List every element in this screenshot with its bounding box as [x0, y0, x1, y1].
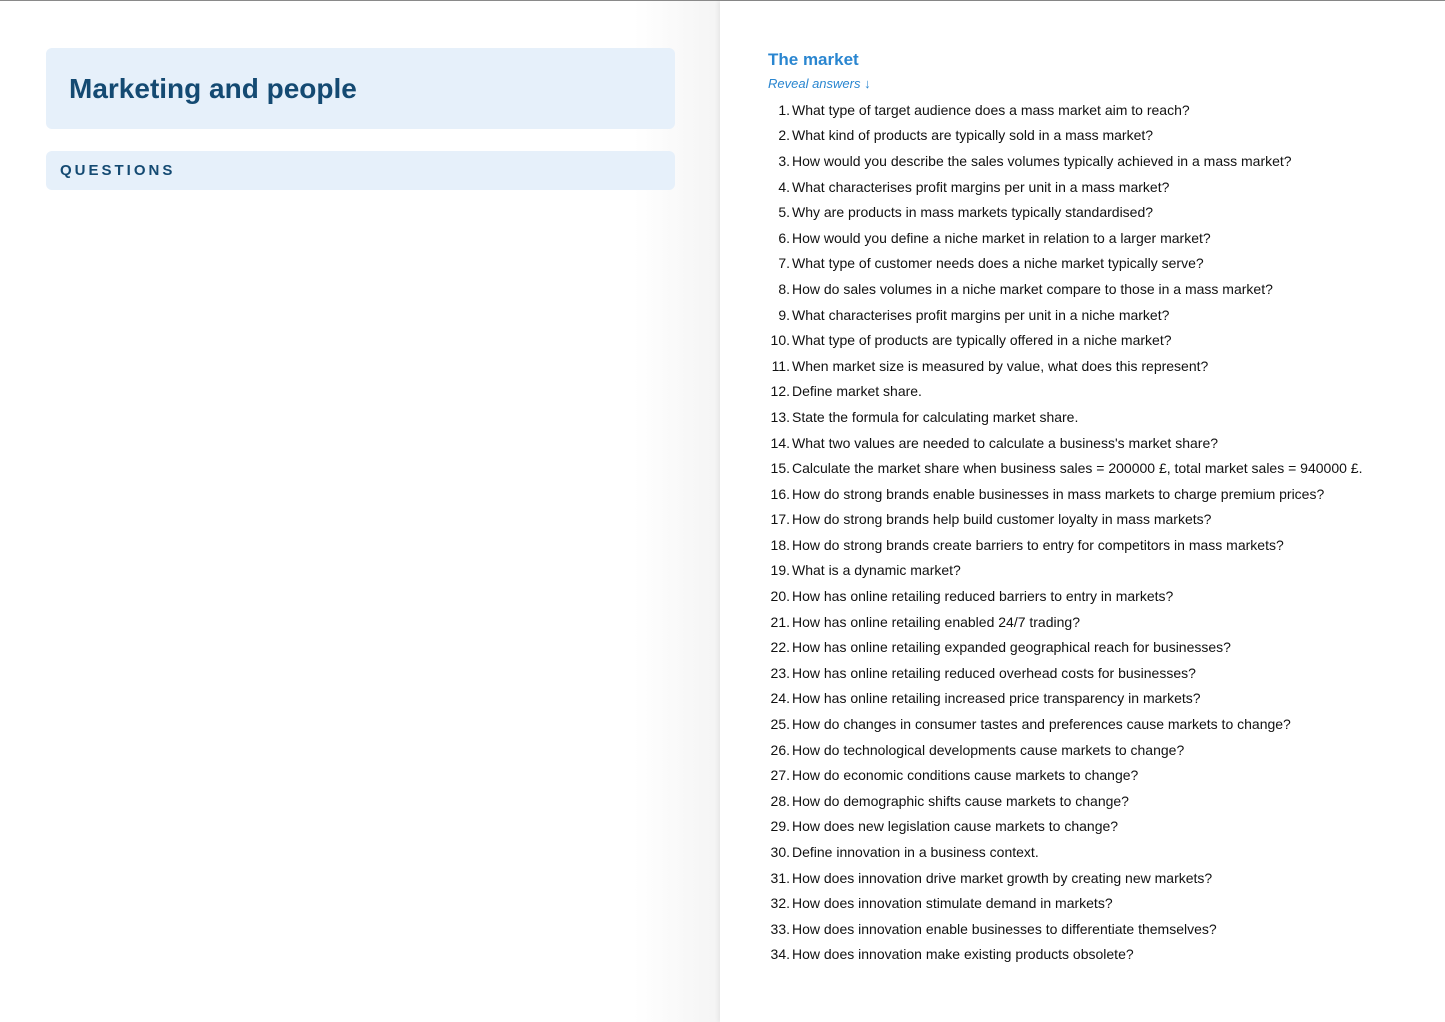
question-item	[768, 532, 1425, 558]
question-number: 29.	[770, 818, 790, 835]
left-pane	[0, 1, 720, 1022]
section-title: The market	[768, 50, 859, 69]
question-number: 30.	[770, 844, 790, 861]
question-number: 8.	[778, 280, 790, 297]
question-number: 14.	[770, 434, 790, 451]
question-number: 28.	[770, 792, 790, 809]
question-text: Define market share.	[792, 383, 922, 400]
question-item	[768, 942, 1425, 968]
question-text: How does innovation make existing products obsolete?	[792, 946, 1134, 963]
question-item	[768, 788, 1425, 814]
question-item	[768, 839, 1425, 865]
question-number: 15.	[770, 460, 790, 477]
question-text: How has online retailing enabled 24/7 trading?	[792, 613, 1080, 630]
question-number: 33.	[770, 920, 790, 937]
question-text: How would you describe the sales volumes typically achieved in a mass market?	[792, 152, 1292, 169]
question-number: 7.	[778, 255, 790, 272]
question-number: 1.	[778, 101, 790, 118]
questions-header	[46, 151, 675, 190]
question-text: How would you define a niche market in relation to a larger market?	[792, 229, 1211, 246]
question-text: How do economic conditions cause markets to change?	[792, 767, 1139, 784]
question-list	[768, 97, 1425, 967]
question-item	[768, 379, 1425, 405]
question-item	[768, 251, 1425, 277]
question-item	[768, 814, 1425, 840]
question-text: How do strong brands create barriers to entry for competitors in mass markets?	[792, 536, 1284, 553]
question-text: How do strong brands help build customer loyalty in mass markets?	[792, 511, 1212, 528]
question-number: 19.	[770, 562, 790, 579]
question-number: 25.	[770, 716, 790, 733]
question-item	[768, 148, 1425, 174]
question-number: 4.	[778, 178, 790, 195]
question-item	[768, 865, 1425, 891]
question-item	[768, 609, 1425, 635]
question-text: How do strong brands enable businesses in mass markets to charge premium prices?	[792, 485, 1325, 502]
question-number: 26.	[770, 741, 790, 758]
question-item	[768, 302, 1425, 328]
question-text: What type of target audience does a mass market aim to reach?	[792, 101, 1190, 118]
question-item	[768, 634, 1425, 660]
question-number: 5.	[778, 204, 790, 221]
question-item	[768, 276, 1425, 302]
question-number: 12.	[770, 383, 790, 400]
question-text: How has online retailing expanded geographical reach for businesses?	[792, 639, 1231, 656]
page-title: Marketing and people	[69, 72, 357, 104]
question-number: 6.	[778, 229, 790, 246]
question-item	[768, 455, 1425, 481]
question-item	[768, 686, 1425, 712]
question-text: Define innovation in a business context.	[792, 844, 1039, 861]
question-number: 10.	[770, 332, 790, 349]
question-number: 27.	[770, 767, 790, 784]
question-item	[768, 660, 1425, 686]
question-text: State the formula for calculating market share.	[792, 408, 1079, 425]
question-number: 3.	[778, 152, 790, 169]
question-item	[768, 199, 1425, 225]
question-item	[768, 507, 1425, 533]
question-item	[768, 404, 1425, 430]
question-number: 22.	[770, 639, 790, 656]
question-text: How has online retailing reduced overhead costs for businesses?	[792, 664, 1196, 681]
question-number: 16.	[770, 485, 790, 502]
question-text: What two values are needed to calculate a business's market share?	[792, 434, 1219, 451]
question-item	[768, 481, 1425, 507]
question-item	[768, 737, 1425, 763]
question-item	[768, 711, 1425, 737]
question-text: What type of products are typically offered in a niche market?	[792, 332, 1172, 349]
question-number: 9.	[778, 306, 790, 323]
question-text: What kind of products are typically sold in a mass market?	[792, 127, 1154, 144]
question-item	[768, 583, 1425, 609]
question-text: How does new legislation cause markets to change?	[792, 818, 1119, 835]
question-text: How do demographic shifts cause markets to change?	[792, 792, 1129, 809]
market-section	[768, 49, 1425, 967]
question-item	[768, 327, 1425, 353]
question-number: 17.	[770, 511, 790, 528]
question-number: 32.	[770, 895, 790, 912]
question-text: How does innovation drive market growth by creating new markets?	[792, 869, 1213, 886]
question-number: 23.	[770, 664, 790, 681]
question-text: How does innovation stimulate demand in markets?	[792, 895, 1113, 912]
question-text: What type of customer needs does a niche market typically serve?	[792, 255, 1204, 272]
question-number: 11.	[771, 357, 790, 374]
reveal-answers-link[interactable]: Reveal answers ↓	[768, 76, 871, 91]
question-number: 18.	[770, 536, 790, 553]
question-item	[768, 558, 1425, 584]
question-text: How do changes in consumer tastes and preferences cause markets to change?	[792, 716, 1291, 733]
question-item	[768, 225, 1425, 251]
question-text: What characterises profit margins per unit in a niche market?	[792, 306, 1170, 323]
question-item	[768, 123, 1425, 149]
question-text: What characterises profit margins per unit in a mass market?	[792, 178, 1170, 195]
question-text: How has online retailing increased price transparency in markets?	[792, 690, 1201, 707]
question-text: How do technological developments cause markets to change?	[792, 741, 1185, 758]
questions-label: QUESTIONS	[60, 162, 176, 179]
question-number: 13.	[770, 408, 790, 425]
title-card	[46, 48, 675, 129]
question-text: How does innovation enable businesses to differentiate themselves?	[792, 920, 1217, 937]
question-item	[768, 890, 1425, 916]
question-item	[768, 353, 1425, 379]
question-number: 31.	[770, 869, 790, 886]
question-number: 34.	[770, 946, 790, 963]
question-text: Calculate the market share when business sales = 200000 £, total market sales = 940000 £.	[792, 460, 1363, 477]
right-pane	[720, 1, 1445, 1022]
question-item	[768, 97, 1425, 123]
question-text: How has online retailing reduced barriers to entry in markets?	[792, 588, 1174, 605]
question-item	[768, 430, 1425, 456]
question-number: 2.	[778, 127, 790, 144]
question-text: How do sales volumes in a niche market compare to those in a mass market?	[792, 280, 1273, 297]
question-item	[768, 916, 1425, 942]
question-number: 20.	[770, 588, 790, 605]
question-number: 24.	[770, 690, 790, 707]
question-text: What is a dynamic market?	[792, 562, 961, 579]
question-text: Why are products in mass markets typically standardised?	[792, 204, 1154, 221]
question-text: When market size is measured by value, what does this represent?	[792, 357, 1209, 374]
question-number: 21.	[770, 613, 790, 630]
question-item	[768, 174, 1425, 200]
question-item	[768, 762, 1425, 788]
